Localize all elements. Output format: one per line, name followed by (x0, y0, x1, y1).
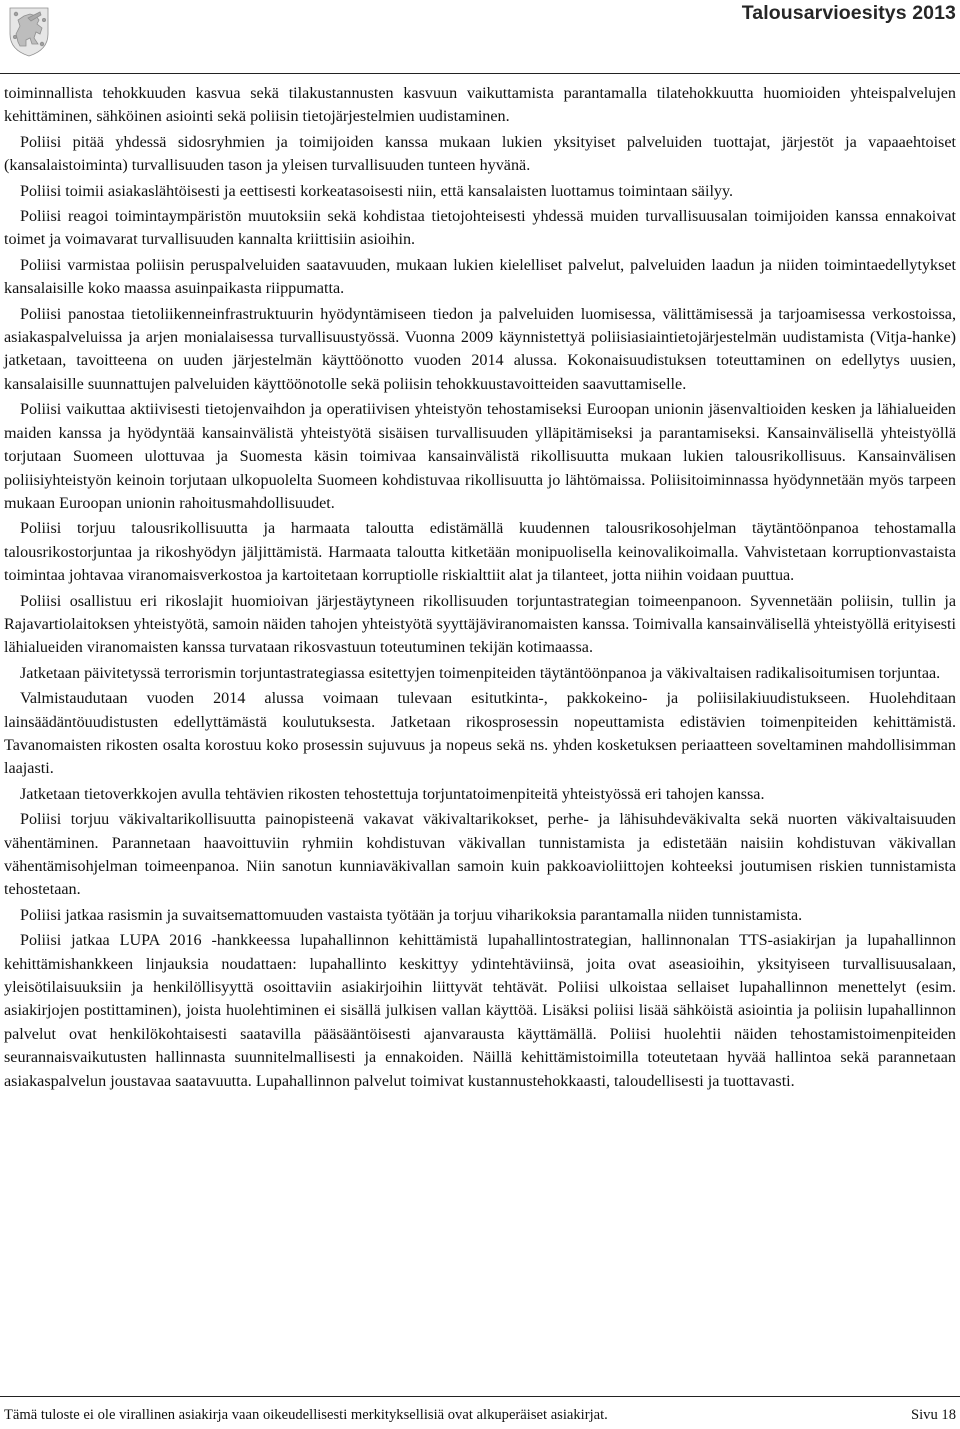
footer-divider (0, 1396, 960, 1397)
body-paragraph: Poliisi reagoi toimintaympäristön muutoksiin sekä kohdistaa tietojohteisesti yhdessä muiden turvallisuusalan toimijoiden kanssa ennakoivat toimet ja voimavarat turvallisuuden kannalta kriittisiin asioihin. (4, 208, 956, 249)
body-paragraph: Jatketaan tietoverkkojen avulla tehtävien rikosten tehostettuja torjuntatoimenpiteitä yhteistyössä eri tahojen kanssa. (20, 785, 765, 803)
document-body (4, 82, 956, 1095)
page-number: Sivu 18 (910, 1407, 956, 1423)
page-header (0, 0, 960, 80)
body-paragraph: Jatketaan päivitetyssä terrorismin torjuntastrategiassa esitettyjen toimenpiteiden täytäntöönpanoa ja väkivaltaisen radikalisoitumisen torjuntaa. (20, 664, 941, 682)
body-paragraph: Poliisi torjuu talousrikollisuutta ja harmaata taloutta edistämällä kuudennen talousrikosohjelman täytäntöönpanoa tehostamalla talousrikostorjuntaa ja rikoshyödyn jäljittämistä. Harmaata taloutta kitketään monipuolisella keinovalikoimalla. Vahvistetaan korruptionvastaista toimintaa johtavaa viranomaisverkostoa ja kartoitetaan korruptiolle riskialttiit alat ja tilanteet, jotta niihin voidaan puuttua. (4, 520, 956, 585)
body-paragraph: toiminnallista tehokkuuden kasvua sekä tilakustannusten kasvuun vaikuttamista parantamalla tilatehokkuutta huomioiden yhteispalvelujen kehittäminen, sähköinen asiointi sekä poliisin tietojärjestelmien uudistaminen. (4, 85, 956, 126)
body-paragraph: Poliisi torjuu väkivaltarikollisuutta painopisteenä vakavat väkivaltarikokset, perhe- ja lähisuhdeväkivalta sekä nuorten väkivaltaisuuden vähentäminen. Parannetaan haavoittuviin ryhmiin kohdistuvan väkivallan tunnistamista ja edistetään naisiin kohdistuvan väkivallan vähentämisohjelman toimeenpanoa. Niin sanotun kunniaväkivallan samoin kuin pakkoavioliittojen kohteeksi joutumisen riskien tunnistamista tehostetaan. (4, 811, 956, 899)
body-paragraph: Poliisi vaikuttaa aktiivisesti tietojenvaihdon ja operatiivisen yhteistyön tehostamiseksi Euroopan unionin jäsenvaltioiden kesken ja lähialueiden maiden kanssa ja hyödyntää kansainvälistä yhteistyötä sisäisen turvallisuuden ylläpitämiseksi ja parantamiseksi. Kansainvälisellä yhteistyöllä torjutaan Suomeen ulottuvaa ja Suomesta käsin toimivaa kansainvälistä rikollisuutta mukaan lukien talousrikollisuus. Kansainvälisen poliisiyhteistyön keinoin torjutaan ulkopuolelta Suomeen kohdistuvaa rikollisuutta jo lähtömaissa. Poliisitoiminnassa hyödynnetään myös tarpeen mukaan Euroopan unionin rahoitusmahdollisuudet. (4, 401, 956, 512)
body-paragraph: Poliisi osallistuu eri rikoslajit huomioivan järjestäytyneen rikollisuuden torjuntastrategian toimeenpanoon. Syvennetään poliisin, tullin ja Rajavartiolaitoksen yhteistyötä, samoin näiden tahojen yhteistyötä syyttäjäviranomaisten kanssa. Toimivalla kansainvälisellä yhteistyöllä erityisesti lähialueiden viranomaisten kanssa turvataan rikosvastuun toteutuminen tekijän kotimaassa. (4, 592, 956, 657)
body-paragraph: Poliisi jatkaa LUPA 2016 -hankkeessa lupahallinnon kehittämistä lupahallintostrategian, hallinnonalan TTS-asiakirjan ja lupahallinnon kehittämishankkeen linjauksia noudattaen: lupahallinto keskittyy ydintehtäviinsä, joita ovat aseasioihin, yksityiseen turvallisuusalaan, yleisötilaisuuksiin ja henkilöllisyyttä osoittaviin asiakirjoihin liittyvät tehtävät. Poliisi ulkoistaa sellaiset lupahallinnon menettelyt (esim. asiakirjojen postittaminen), joista huolehtiminen ei sisällä julkisen vallan käyttöä. Lisäksi poliisi lisää sähköistä asiointia ja poliisin lupahallinnon palvelut ovat henkilökohtaisesti saatavilla pääsääntöisesti ajanvarausta käyttämällä. Poliisi huolehtii näiden tehostamistoimenpiteiden seurannaisvaikutusten hallinnasta suunnitelmallisesti ja ennakoiden. Näillä kehittämistoimilla toteutetaan hyvää hallintoa sekä parannetaan asiakaspalvelun joustavaa saatavuutta. Lupahallinnon palvelut toimivat kustannustehokkaasti, taloudellisesti ja tuottavasti. (4, 932, 956, 1090)
lion-coat-of-arms-icon (4, 4, 54, 58)
header-divider (0, 73, 960, 74)
body-paragraph: Poliisi varmistaa poliisin peruspalveluiden saatavuuden, mukaan lukien kielelliset palvelut, palveluiden laadun ja niiden toimintaedellytykset kansalaisille koko maassa asuinpaikasta riippumatta. (4, 256, 956, 298)
body-paragraph: Poliisi jatkaa rasismin ja suvaitsemattomuuden vastaista työtään ja torjuu viharikoksia parantamalla niiden tunnistamista. (20, 906, 803, 924)
body-paragraph: Poliisi panostaa tietoliikenneinfrastruktuurin hyödyntämiseen tiedon ja palveluiden luomisessa, välittämisessä ja tarjoamisessa verkostoissa, asiakaspalveluissa ja arjen monialaisessa turvallisuustyössä. Vuonna 2009 käynnistettyä poliisiasiaintietojärjestelmän uudistamista (Vitja-hanke) jatketaan, tavoitteena on uuden järjestelmän käyttöönotto vuoden 2014 alussa. Kokonaisuudistuksen toteuttaminen on edellytys uusien, kansalaisille suunnattujen palveluiden käyttöönotolle sekä poliisin tehokkuustavoitteiden saavuttamiselle. (4, 305, 956, 393)
document-title: Talousarvioesitys 2013 (741, 2, 956, 24)
footer-disclaimer: Tämä tuloste ei ole virallinen asiakirja vaan oikeudellisesti merkityksellisiä ovat alkuperäiset asiakirjat. (4, 1407, 608, 1423)
body-paragraph: Valmistaudutaan vuoden 2014 alussa voimaan tulevaan esitutkinta-, pakkokeino- ja poliisilakiuudistukseen. Huolehditaan lainsäädäntöuudistusten edellyttämästä koulutuksesta. Jatketaan rikosprosessin nopeuttamista edistävien toimenpiteiden kehittämistä. Tavanomaisten rikosten osalta korostuu koko prosessin sujuvuus ja nopeus sekä ns. yhden kosketuksen periaatteen soveltaminen mahdollisimman laajasti. (4, 690, 956, 778)
body-paragraph: Poliisi pitää yhdessä sidosryhmien ja toimijoiden kanssa mukaan lukien yksityiset palveluiden tuottajat, järjestöt ja vapaaehtoiset (kansalaistoiminta) turvallisuuden tason ja yleisen turvallisuuden tunteen hyvänä. (4, 133, 956, 175)
body-paragraph: Poliisi toimii asiakaslähtöisesti ja eettisesti korkeatasoisesti niin, että kansalaisten luottamus toimintaan säilyy. (20, 182, 734, 200)
